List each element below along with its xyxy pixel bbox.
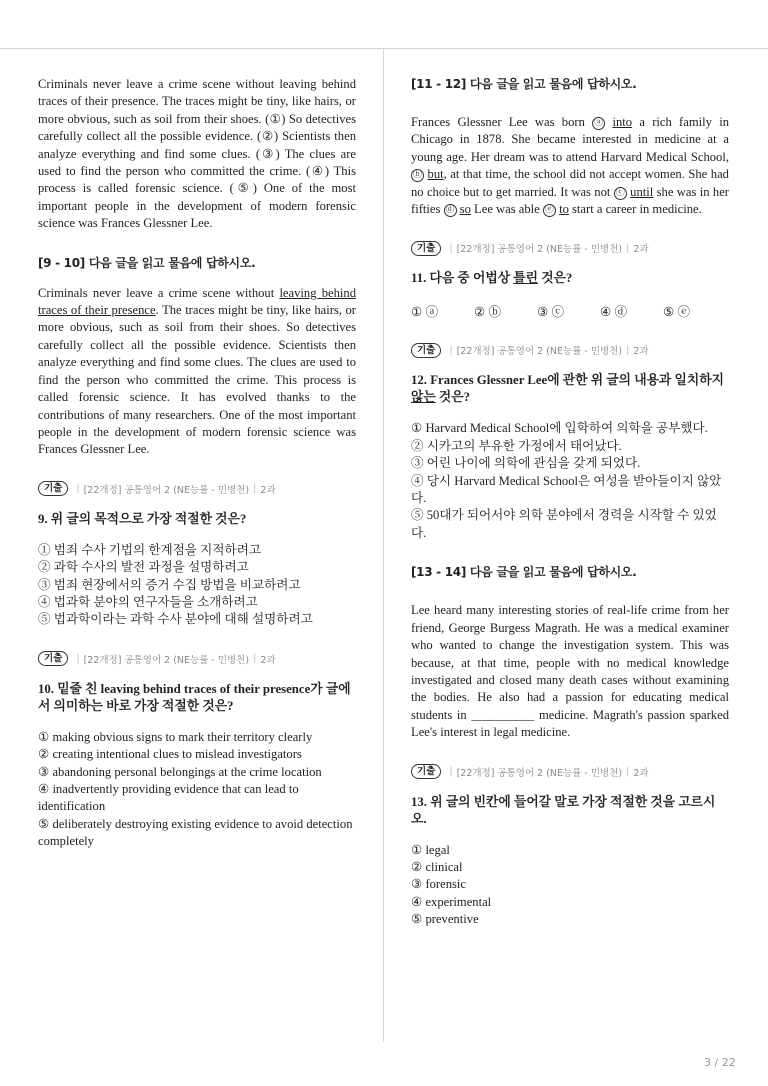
q10-option[interactable]: ② creating intentional clues to mislead investigators bbox=[38, 747, 302, 762]
q13-option[interactable]: ① legal bbox=[411, 842, 450, 857]
page-number: 3 / 22 bbox=[704, 1056, 736, 1069]
q11-title: 11. 다음 중 어법상 틀린 것은? bbox=[411, 271, 573, 286]
underlined-b: but bbox=[427, 167, 444, 182]
question-tag-row: 기출 | [22개정] 공통영어 2 (NE능률 - 민병천) | 2과 bbox=[38, 481, 356, 497]
q11-option[interactable]: ⑤ ⓔ bbox=[663, 305, 691, 320]
q13-title: 13. 위 글의 빈칸에 들어갈 말로 가장 적절한 것을 고르시오. bbox=[411, 794, 716, 826]
tag-badge: 기출 bbox=[411, 764, 441, 779]
q11-option[interactable]: ③ ⓒ bbox=[537, 305, 565, 320]
q13-option[interactable]: ④ experimental bbox=[411, 894, 492, 909]
mark-a: ⓐ bbox=[594, 118, 604, 128]
mark-d: ⓓ bbox=[445, 205, 455, 216]
tag-badge: 기출 bbox=[411, 241, 441, 256]
left-column bbox=[38, 76, 356, 851]
q10-option[interactable]: ⑤ deliberately destroying existing evidence to avoid detection completely bbox=[38, 816, 353, 849]
q12-option[interactable]: ④ 당시 Harvard Medical School은 여성을 받아들이지 않았다. bbox=[411, 473, 722, 506]
tag-badge: 기출 bbox=[38, 651, 68, 666]
q11-option[interactable]: ② ⓑ bbox=[474, 305, 502, 320]
q11-emphasis: 틀린 bbox=[513, 271, 538, 286]
question-tag-row: 기출 | [22개정] 공통영어 2 (NE능률 - 민병천) | 2과 bbox=[411, 764, 729, 780]
underlined-phrase: leaving behind traces of their presence bbox=[38, 285, 356, 318]
underlined-a: into bbox=[612, 115, 633, 129]
q9-option[interactable]: ⑤ 법과학이라는 과학 수사 분야에 대해 설명하려고 bbox=[38, 612, 313, 627]
underlined-c: until bbox=[630, 184, 654, 199]
q9-option[interactable]: ③ 범죄 현장에서의 증거 수집 방법을 비교하려고 bbox=[38, 577, 301, 592]
passage-11-12: Frances Glessner Lee was born ⓐ into a rich family in Chicago in 1878. She became interested in medicine at a young age. Her dream was to attend Harvard Medical School, ⓑ but, at that time, the school did not accept women. She had no choice but to get married. It was not ⓒ until she was in her fifties ⓓ so Lee was able ⓔ to start a career in medicine. bbox=[411, 115, 729, 217]
q11-option[interactable]: ④ ⓓ bbox=[600, 305, 628, 320]
section-heading-11-12: [11 - 12] 다음 글을 읽고 물음에 답하시오. bbox=[411, 77, 637, 91]
q9-option[interactable]: ① 범죄 수사 기법의 한계점을 지적하려고 bbox=[38, 542, 261, 557]
question-tag-row: 기출 | [22개정] 공통영어 2 (NE능률 - 민병천) | 2과 bbox=[411, 240, 729, 256]
tag-badge: 기출 bbox=[411, 343, 441, 358]
q12-options bbox=[411, 420, 729, 542]
tag-badge: 기출 bbox=[38, 481, 68, 496]
q12-option[interactable]: ⑤ 50대가 되어서야 의학 분야에서 경력을 시작할 수 있었다. bbox=[411, 508, 717, 540]
q12-option[interactable]: ② 시카고의 부유한 가정에서 태어났다. bbox=[411, 438, 622, 453]
underlined-d: so bbox=[459, 202, 471, 217]
question-tag-row: 기출 | [22개정] 공통영어 2 (NE능률 - 민병천) | 2과 bbox=[411, 342, 729, 358]
right-column bbox=[411, 76, 729, 929]
q11-options bbox=[411, 301, 729, 320]
q9-title: 9. 위 글의 목적으로 가장 적절한 것은? bbox=[38, 511, 247, 526]
passage-9-10: Criminals never leave a crime scene without leaving behind traces of their presence. The traces might be tiny, like hairs, or more obvious, such as soil from their shoes. So detectives carefully collect all the possible evidence. Scientists then analyze everything and find some clues. The clues are used to find the person who committed the crime. This process is called forensic science. It has evolved thanks to the contributions of many researchers. One of the most important people in the development of modern forensic science was Frances Glessner Lee. bbox=[38, 285, 356, 457]
q13-option[interactable]: ② clinical bbox=[411, 859, 463, 874]
question-tag-row: 기출 | [22개정] 공통영어 2 (NE능률 - 민병천) | 2과 bbox=[38, 651, 356, 667]
q10-title: 10. 밑줄 친 leaving behind traces of their presence가 글에서 의미하는 바로 가장 적절한 것은? bbox=[38, 681, 351, 713]
mark-b: ⓑ bbox=[412, 170, 422, 181]
q10-option[interactable]: ④ inadvertently providing evidence that can lead to identification bbox=[38, 781, 299, 814]
intro-passage: Criminals never leave a crime scene without leaving behind traces of their presence. The traces might be tiny, like hairs, or more obvious, such as soil from their shoes. (①) So detectives carefully collect all the possible evidence. (②) Scientists then analyze everything and find some clues. (③) The clues are used to find the person who committed the crime. (④) This process is called forensic science. (⑤) One of the most important people in the development of modern forensic science was Frances Glessner Lee. bbox=[38, 77, 356, 231]
passage-13-14: Lee heard many interesting stories of real-life crime from her friend, George Burgess Magrath. He was a medical examiner who wanted to change the investigation system. This was because, at that time, people with no medical knowledge investigated and closed many death cases without examining the bodies. He also had a passion for educating medical students in __________ medicine. Magrath's passion sparked Lee's interest in legal medicine. bbox=[411, 603, 729, 740]
q10-option[interactable]: ① making obvious signs to mark their territory clearly bbox=[38, 729, 313, 744]
mark-e: ⓔ bbox=[544, 205, 554, 216]
q12-option[interactable]: ① Harvard Medical School에 입학하여 의학을 공부했다. bbox=[411, 421, 708, 436]
q9-option[interactable]: ② 과학 수사의 발전 과정을 설명하려고 bbox=[38, 560, 249, 575]
q10-option[interactable]: ③ abandoning personal belongings at the crime location bbox=[38, 764, 322, 779]
q10-options bbox=[38, 729, 356, 851]
q12-option[interactable]: ③ 어린 나이에 의학에 관심을 갖게 되었다. bbox=[411, 456, 641, 471]
section-heading-9-10: [9 - 10] 다음 글을 읽고 물음에 답하시오. bbox=[38, 255, 256, 270]
q9-options bbox=[38, 542, 356, 629]
q13-option[interactable]: ⑤ preventive bbox=[411, 912, 479, 927]
mark-c: ⓒ bbox=[615, 187, 625, 198]
header-rule bbox=[0, 48, 768, 49]
section-heading-13-14: [13 - 14] 다음 글을 읽고 물음에 답하시오. bbox=[411, 565, 637, 580]
q11-option[interactable]: ① ⓐ bbox=[411, 305, 439, 320]
column-divider bbox=[383, 49, 384, 1042]
q9-option[interactable]: ④ 법과학 분야의 연구자들을 소개하려고 bbox=[38, 594, 258, 609]
q12-emphasis: 않는 bbox=[411, 390, 436, 405]
q13-option[interactable]: ③ forensic bbox=[411, 877, 466, 892]
q12-title: 12. Frances Glessner Lee에 관한 위 글의 내용과 일치하지 않는 것은? bbox=[411, 373, 724, 405]
underlined-e: to bbox=[559, 202, 569, 217]
q13-options bbox=[411, 842, 729, 929]
